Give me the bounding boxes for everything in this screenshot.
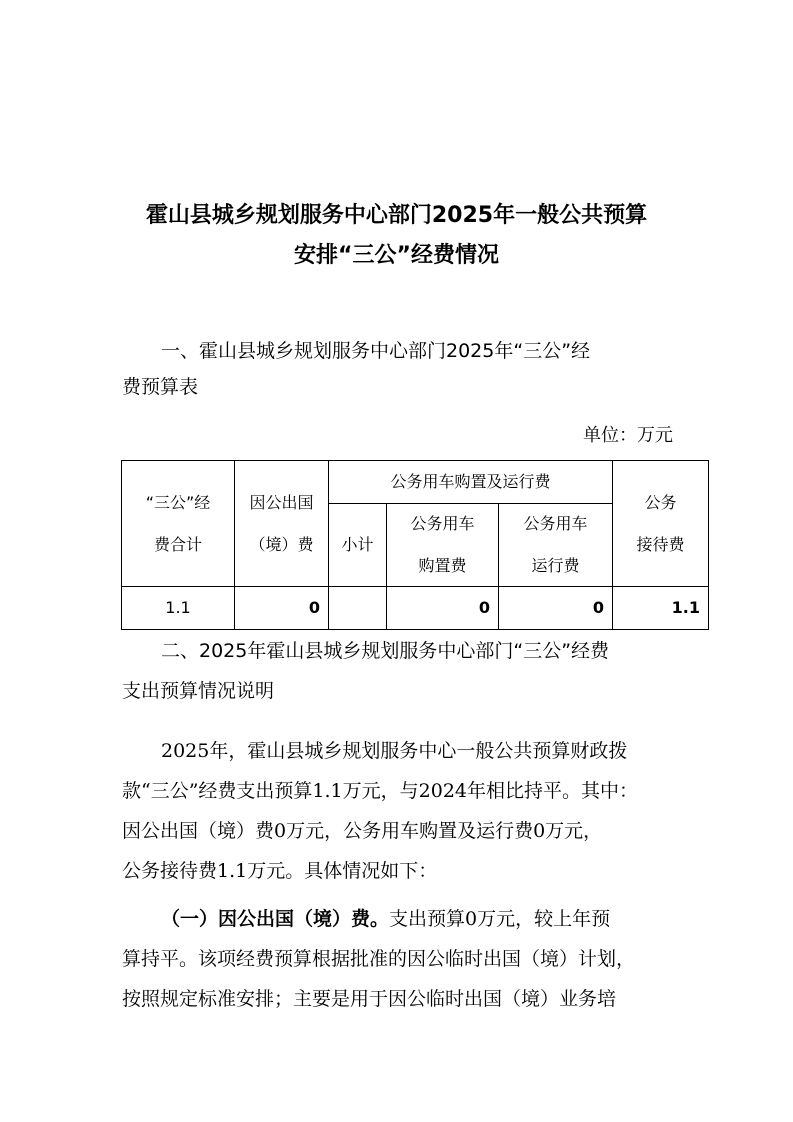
section-1-heading-line-1: 一、霍山县城乡规划服务中心部门2025年“三公”经 bbox=[161, 340, 591, 362]
cell-abroad: 0 bbox=[235, 587, 329, 630]
header-abroad-line-2: （境）费 bbox=[249, 534, 314, 554]
header-purchase-line-2: 购置费 bbox=[418, 556, 467, 575]
paragraph-2-lead-text: 支出预算0万元，较上年预 bbox=[389, 908, 611, 930]
header-operation-line-2: 运行费 bbox=[531, 556, 580, 575]
cell-purchase: 0 bbox=[387, 587, 499, 630]
header-abroad-line-1: 因公出国 bbox=[249, 492, 314, 512]
body-paragraph-1-line-2: 款“三公”经费支出预算1.1万元，与2024年相比持平。其中： bbox=[122, 780, 638, 802]
body-paragraph-1-line-4: 公务接待费1.1万元。具体情况如下： bbox=[122, 860, 438, 882]
header-total-line-2: 费合计 bbox=[153, 534, 202, 554]
cell-operation: 0 bbox=[499, 587, 613, 630]
section-2-heading-line-2: 支出预算情况说明 bbox=[122, 680, 275, 702]
document-title-line-1: 霍山县城乡规划服务中心部门2025年一般公共预算 bbox=[145, 203, 648, 228]
body-paragraph-2-line-2: 算持平。该项经费预算根据批准的因公临时出国（境）计划， bbox=[122, 948, 636, 970]
three-public-budget-table bbox=[121, 460, 709, 630]
header-reception bbox=[613, 461, 709, 587]
unit-label: 单位：万元 bbox=[583, 425, 673, 446]
header-purchase-line-1: 公务用车 bbox=[410, 514, 475, 533]
header-reception-line-1: 公务 bbox=[644, 492, 677, 512]
section-1-heading-line-2: 费预算表 bbox=[122, 376, 199, 398]
body-paragraph-1-line-3: 因公出国（境）费0万元，公务用车购置及运行费0万元， bbox=[122, 820, 603, 842]
header-total-line-1: “三公”经 bbox=[145, 492, 211, 512]
header-operation-line-1: 公务用车 bbox=[523, 514, 588, 533]
cell-total: 1.1 bbox=[122, 587, 235, 630]
cell-subtotal bbox=[329, 587, 387, 630]
body-paragraph-1-line-1: 2025年，霍山县城乡规划服务中心一般公共预算财政拨 bbox=[161, 740, 628, 762]
header-reception-line-2: 接待费 bbox=[636, 534, 685, 554]
section-2-heading-line-1: 二、2025年霍山县城乡规划服务中心部门“三公”经费 bbox=[161, 640, 610, 662]
header-operation bbox=[499, 504, 613, 587]
document-title-line-2: 安排“三公”经费情况 bbox=[294, 243, 499, 268]
table-row bbox=[122, 587, 709, 630]
paragraph-2-heading: （一）因公出国（境）费。 bbox=[161, 908, 390, 930]
header-total bbox=[122, 461, 235, 587]
body-paragraph-2-line-3: 按照规定标准安排；主要是用于因公临时出国（境）业务培 bbox=[122, 988, 617, 1010]
body-paragraph-2-line-1 bbox=[161, 902, 716, 936]
header-vehicle-group: 公务用车购置及运行费 bbox=[329, 461, 613, 504]
header-abroad bbox=[235, 461, 329, 587]
header-purchase bbox=[387, 504, 499, 587]
cell-reception: 1.1 bbox=[613, 587, 709, 630]
header-subtotal: 小计 bbox=[329, 504, 387, 587]
